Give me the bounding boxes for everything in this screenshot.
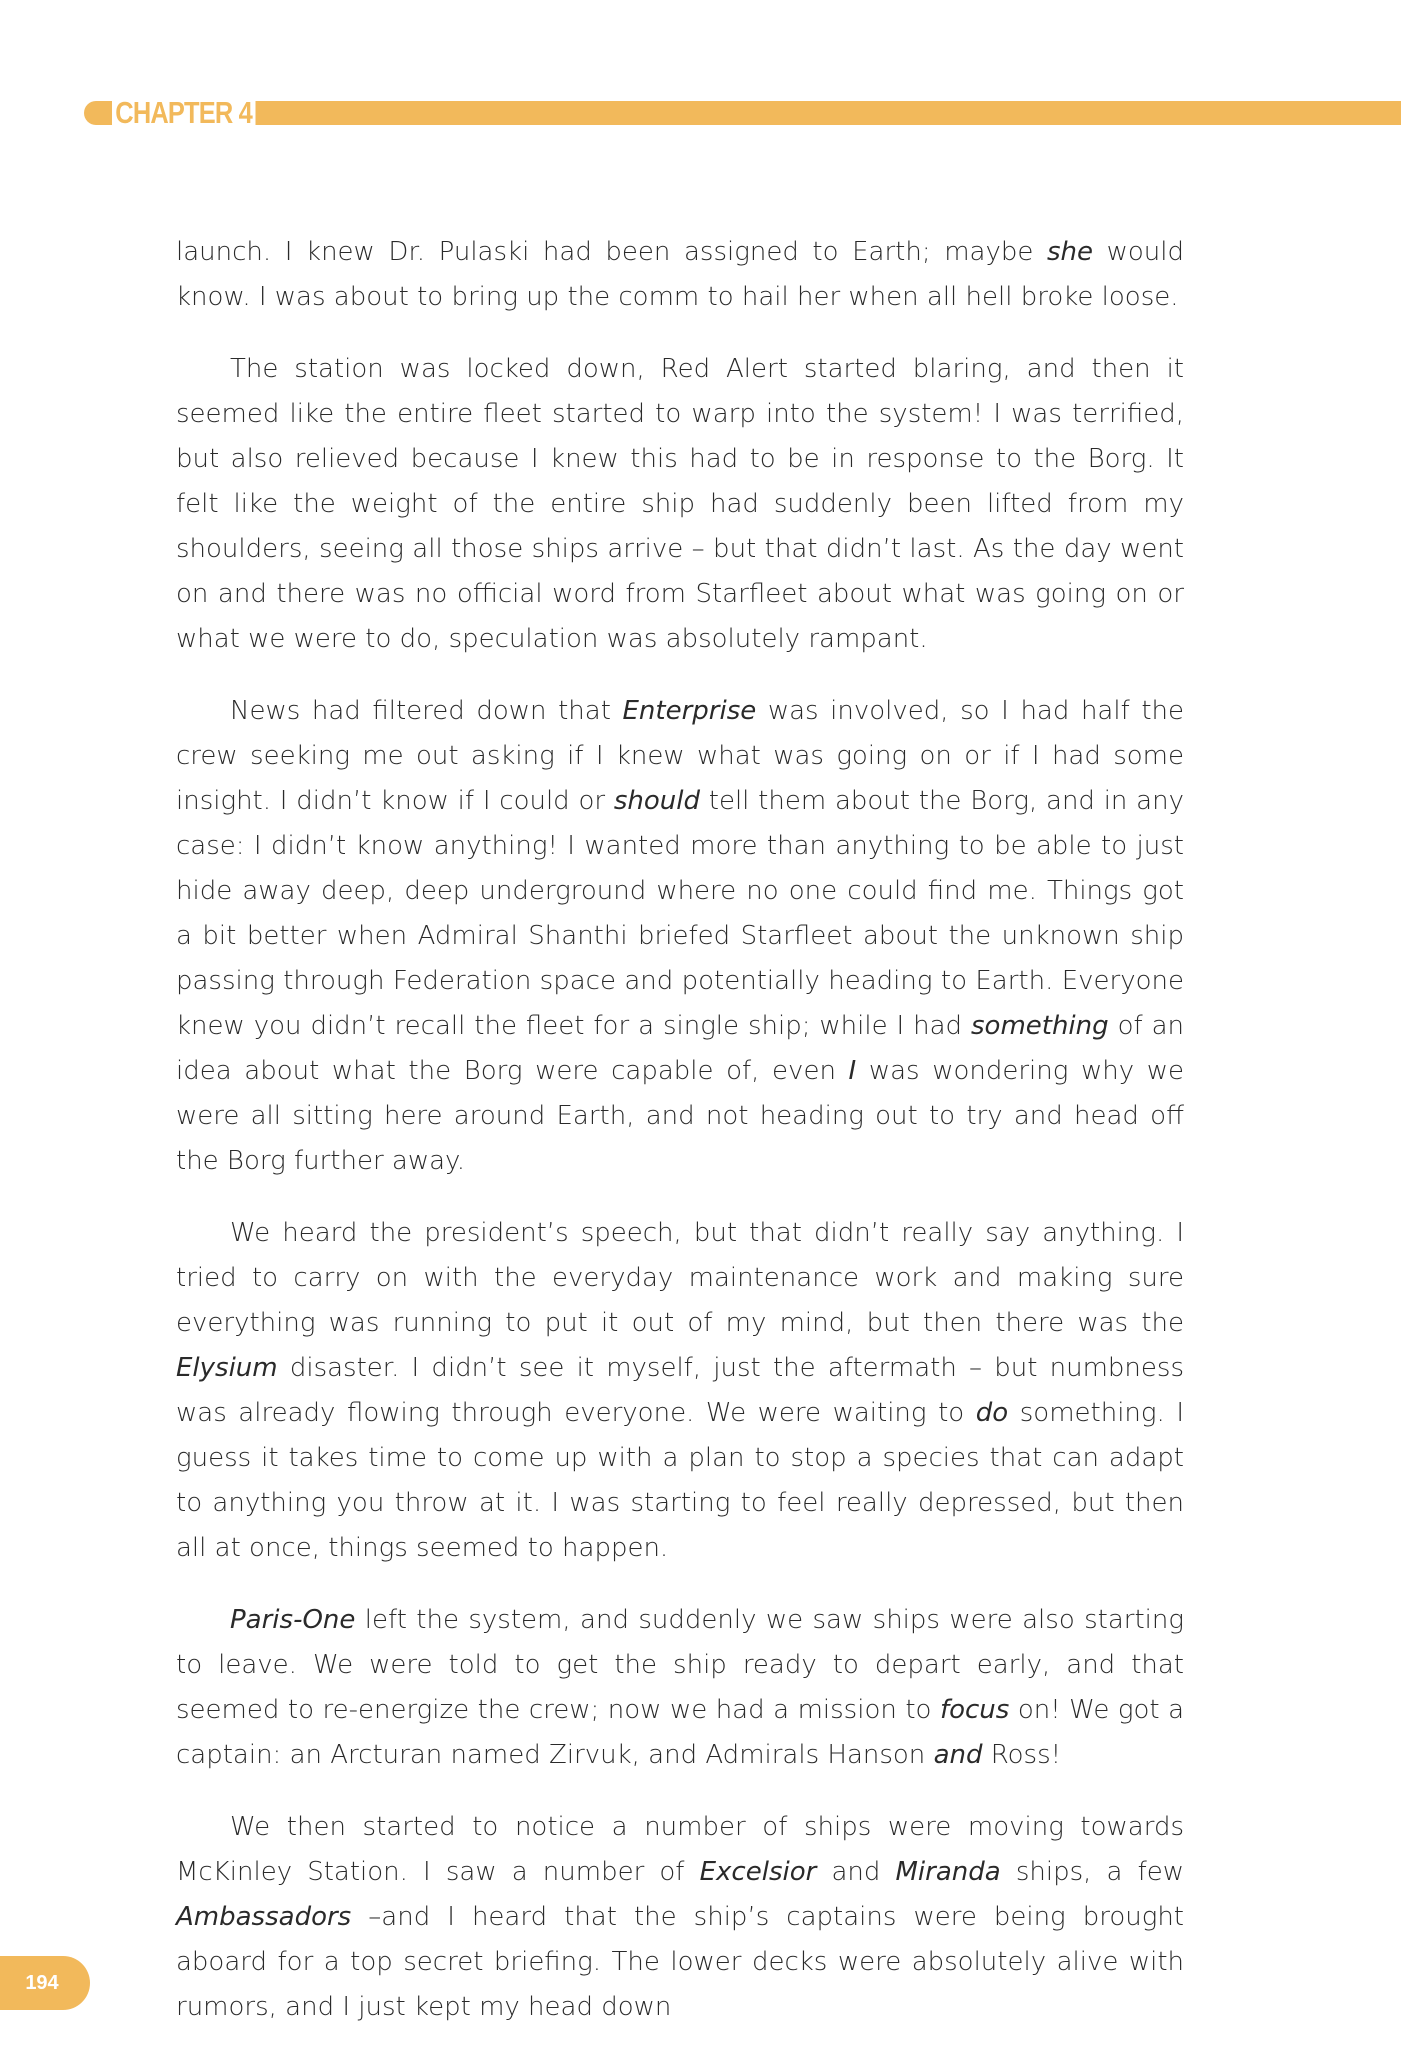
text-run: was wondering why we were all sitting here around Earth, and not heading out to try and head off the Borg further away. bbox=[176, 1056, 1184, 1176]
paragraph bbox=[176, 1211, 1184, 1571]
chapter-label: CHAPTER 4 bbox=[112, 94, 255, 132]
text-run: something. I guess it takes time to come up with a plan to stop a species that can adapt to anything you throw at it. I was starting to feel really depressed, but then all at once, things seemed to happen. bbox=[176, 1398, 1184, 1563]
italic-text: should bbox=[613, 786, 700, 816]
text-run: The station was locked down, Red Alert started blaring, and then it seemed like the entire fleet started to warp into the system! I was terrified, but also relieved because I knew this had to be in response to the Borg. It felt like the weight of the entire ship had suddenly been lifted from my shoulders, seeing all those ships arrive – but that didn’t last. As the day went on and there was no official word from Starfleet about what was going on or what we were to do, speculation was absolutely rampant. bbox=[176, 354, 1184, 654]
paragraph bbox=[176, 347, 1184, 662]
body-text bbox=[176, 230, 1184, 2057]
text-run: ships, a few bbox=[1000, 1857, 1185, 1887]
text-run: left the system, and suddenly we saw ships were also starting to leave. We were told to get the ship ready to depart early, and that seemed to re-energize the crew; now we had a mission to bbox=[176, 1605, 1184, 1725]
italic-text: Excelsior bbox=[699, 1857, 817, 1887]
text-run: on! We got a captain: an Arcturan named Zirvuk, and Admirals Hanson bbox=[176, 1695, 1185, 1770]
text-run: and bbox=[816, 1857, 896, 1887]
page-number: 194 bbox=[0, 1956, 90, 2010]
italic-text: focus bbox=[939, 1695, 1010, 1725]
text-run: of an idea about what the Borg were capable of, even bbox=[176, 1011, 1184, 1086]
text-run: –and I heard that the ship’s captains were being brought aboard for a top secret briefing. The lower decks were absolutely alive with rumors, and I just kept my head down bbox=[176, 1902, 1184, 2022]
text-run: launch. I knew Dr. Pulaski had been assigned to Earth; maybe bbox=[176, 237, 1047, 267]
text-run: Ross! bbox=[982, 1740, 1062, 1770]
italic-text: Ambassadors bbox=[176, 1902, 352, 1932]
italic-text: she bbox=[1046, 237, 1094, 267]
paragraph bbox=[176, 1805, 1184, 2030]
text-run: tell them about the Borg, and in any case: I didn’t know anything! I wanted more than anything to be able to just hide away deep, deep underground where no one could find me. Things got a bit better when Admiral Shanthi briefed Starfleet about the unknown ship passing through Federation space and potentially heading to Earth. Everyone knew you didn’t recall the fleet for a single ship; while I had bbox=[176, 786, 1184, 1041]
paragraph bbox=[176, 230, 1184, 320]
text-run: We heard the president’s speech, but that didn’t really say anything. I tried to carry on with the everyday maintenance work and making sure everything was running to put it out of my mind, but then there was the bbox=[176, 1218, 1184, 1338]
italic-text: do bbox=[975, 1398, 1009, 1428]
italic-text: Enterprise bbox=[622, 696, 757, 726]
italic-text: I bbox=[848, 1056, 857, 1086]
italic-text: Elysium bbox=[176, 1353, 278, 1383]
chapter-header-bar bbox=[84, 101, 1401, 125]
paragraph bbox=[176, 689, 1184, 1184]
italic-text: Miranda bbox=[895, 1857, 1001, 1887]
italic-text: and bbox=[933, 1740, 983, 1770]
italic-text: Paris-One bbox=[230, 1605, 356, 1635]
text-run: was involved, so I had half the crew seeking me out asking if I knew what was going on or if I had some insight. I didn’t know if I could or bbox=[176, 696, 1184, 816]
text-run: News had filtered down that bbox=[230, 696, 623, 726]
italic-text: something bbox=[970, 1011, 1109, 1041]
text-run: disaster. I didn’t see it myself, just the aftermath – but numbness was already flowing through everyone. We were waiting to bbox=[176, 1353, 1184, 1428]
paragraph bbox=[176, 1598, 1184, 1778]
text-run: We then started to notice a number of ships were moving towards McKinley Station. I saw a number of bbox=[176, 1812, 1184, 1887]
text-run: would know. I was about to bring up the comm to hail her when all hell broke loose. bbox=[176, 237, 1184, 312]
